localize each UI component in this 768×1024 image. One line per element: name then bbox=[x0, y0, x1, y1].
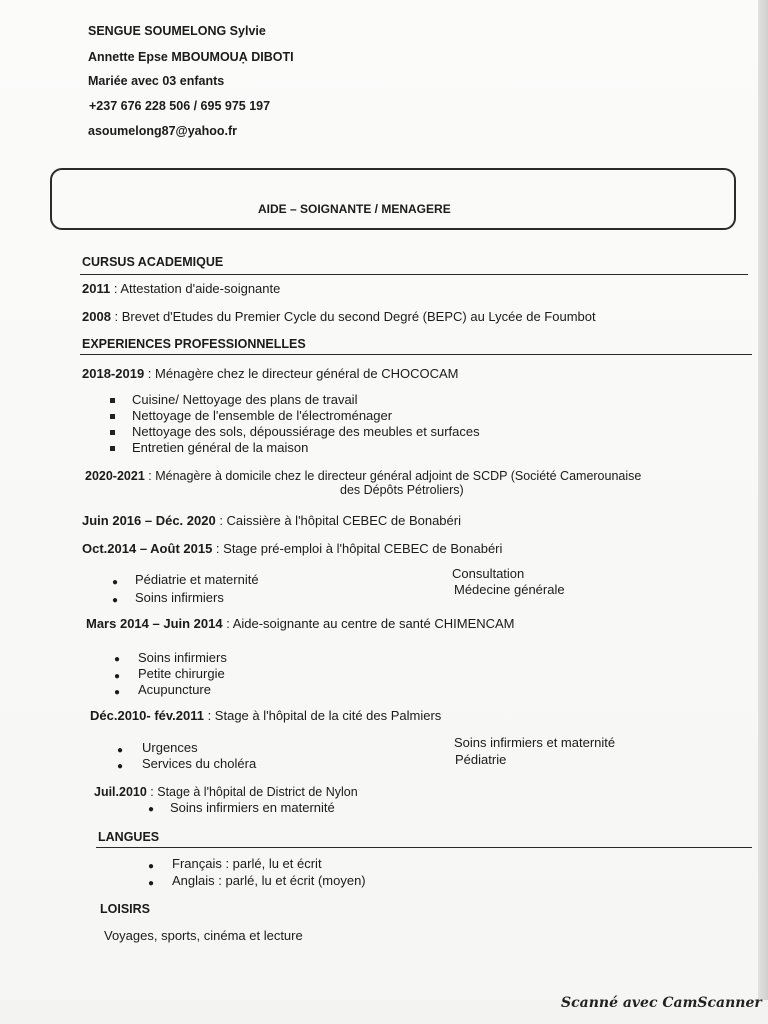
bullet-icon bbox=[110, 398, 115, 403]
experience-text: : Caissière à l'hôpital CEBEC de Bonabéri bbox=[215, 513, 461, 528]
bullet-icon: ● bbox=[114, 654, 121, 665]
experience-text-continued: des Dépôts Pétroliers) bbox=[340, 483, 464, 497]
bullet-item: Petite chirurgie bbox=[138, 666, 225, 681]
experience-period: 2020-2021 bbox=[85, 469, 145, 483]
bullet-item: Urgences bbox=[142, 740, 198, 755]
experiences-heading: EXPERIENCES PROFESSIONNELLES bbox=[82, 337, 306, 351]
contact-status: Mariée avec 03 enfants bbox=[88, 74, 225, 88]
experience-text: : Aide-soignante au centre de santé CHIMENCAM bbox=[222, 616, 515, 631]
right-column-item: Soins infirmiers et maternité bbox=[454, 735, 616, 750]
experience-period: Juin 2016 – Déc. 2020 bbox=[82, 513, 216, 528]
experience-entry bbox=[86, 616, 515, 632]
cursus-text: : Attestation d'aide-soignante bbox=[110, 281, 281, 296]
experience-text: : Stage à l'hôpital de la cité des Palmiers bbox=[203, 708, 442, 723]
page-edge-shadow bbox=[758, 0, 768, 1000]
bullet-icon: ● bbox=[114, 671, 121, 682]
language-item: Anglais : parlé, lu et écrit (moyen) bbox=[172, 873, 366, 888]
bullet-icon: ● bbox=[117, 745, 124, 756]
experience-period: Mars 2014 – Juin 2014 bbox=[86, 616, 223, 631]
bullet-item: Soins infirmiers bbox=[138, 650, 227, 665]
bullet-icon bbox=[110, 430, 115, 435]
langues-heading: LANGUES bbox=[98, 830, 160, 844]
cursus-rule bbox=[80, 274, 748, 275]
bullet-icon: ● bbox=[112, 595, 119, 606]
experience-text: : Ménagère chez le directeur général de CHOCOCAM bbox=[144, 366, 459, 381]
bullet-item: Services du choléra bbox=[142, 756, 257, 771]
bullet-item: Acupuncture bbox=[138, 682, 211, 697]
langues-rule bbox=[96, 847, 752, 848]
loisirs-heading: LOISIRS bbox=[100, 902, 151, 916]
cursus-item bbox=[82, 309, 596, 325]
bullet-item: Soins infirmiers en maternité bbox=[170, 800, 335, 815]
bullet-icon: ● bbox=[148, 861, 155, 872]
experience-text: : Ménagère à domicile chez le directeur général adjoint de SCDP (Société Camerounaise bbox=[144, 469, 642, 483]
contact-name: SENGUE SOUMELONG Sylvie bbox=[88, 24, 266, 38]
experience-period: Déc.2010- fév.2011 bbox=[90, 708, 204, 723]
bullet-icon: ● bbox=[117, 761, 124, 772]
language-item: Français : parlé, lu et écrit bbox=[172, 856, 322, 871]
experience-entry bbox=[82, 513, 461, 529]
contact-name-line2: Annette Epse MBOUMOUẠ DIBOTI bbox=[88, 50, 294, 64]
experience-entry bbox=[82, 366, 458, 382]
job-title: AIDE – SOIGNANTE / MENAGERE bbox=[258, 202, 451, 216]
job-title-box bbox=[50, 168, 736, 230]
cursus-year: 2011 bbox=[82, 281, 111, 296]
right-column-item: Pédiatrie bbox=[455, 752, 507, 767]
experience-entry bbox=[94, 784, 358, 800]
right-column-item: Consultation bbox=[452, 566, 525, 581]
loisirs-text: Voyages, sports, cinéma et lecture bbox=[104, 928, 303, 943]
experience-text: : Stage à l'hôpital de District de Nylon bbox=[146, 785, 358, 799]
experience-text: : Stage pré-emploi à l'hôpital CEBEC de Bonabéri bbox=[212, 541, 503, 556]
experiences-rule bbox=[80, 354, 752, 355]
bullet-icon: ● bbox=[148, 878, 155, 889]
contact-email: asoumelong87@yahoo.fr bbox=[88, 124, 238, 138]
bullet-icon: ● bbox=[114, 687, 121, 698]
right-column-item: Médecine générale bbox=[454, 582, 565, 597]
bullet-item: Nettoyage de l'ensemble de l'électroménager bbox=[132, 408, 393, 423]
experience-entry bbox=[82, 541, 502, 557]
bullet-icon: ● bbox=[148, 804, 155, 815]
cursus-year: 2008 bbox=[82, 309, 111, 324]
bullet-item: Nettoyage des sols, dépoussiérage des meubles et surfaces bbox=[132, 424, 480, 439]
bullet-icon: ● bbox=[112, 577, 119, 588]
cursus-text: : Brevet d'Etudes du Premier Cycle du second Degré (BEPC) au Lycée de Foumbot bbox=[110, 309, 596, 324]
bullet-item: Cuisine/ Nettoyage des plans de travail bbox=[132, 392, 358, 407]
experience-period: Juil.2010 bbox=[94, 785, 147, 799]
cursus-heading: CURSUS ACADEMIQUE bbox=[82, 255, 224, 269]
contact-phone: +237 676 228 506 / 695 975 197 bbox=[89, 99, 271, 113]
bullet-icon bbox=[110, 414, 115, 419]
experience-entry bbox=[90, 708, 441, 724]
bullet-icon bbox=[110, 446, 115, 451]
experience-period: 2018-2019 bbox=[82, 366, 145, 381]
bullet-item: Soins infirmiers bbox=[135, 590, 224, 605]
bullet-item: Entretien général de la maison bbox=[132, 440, 309, 455]
cursus-item bbox=[82, 281, 280, 297]
experience-period: Oct.2014 – Août 2015 bbox=[82, 541, 213, 556]
bullet-item: Pédiatrie et maternité bbox=[135, 572, 259, 587]
camscanner-watermark: Scanné avec CamScanner bbox=[561, 995, 762, 1011]
